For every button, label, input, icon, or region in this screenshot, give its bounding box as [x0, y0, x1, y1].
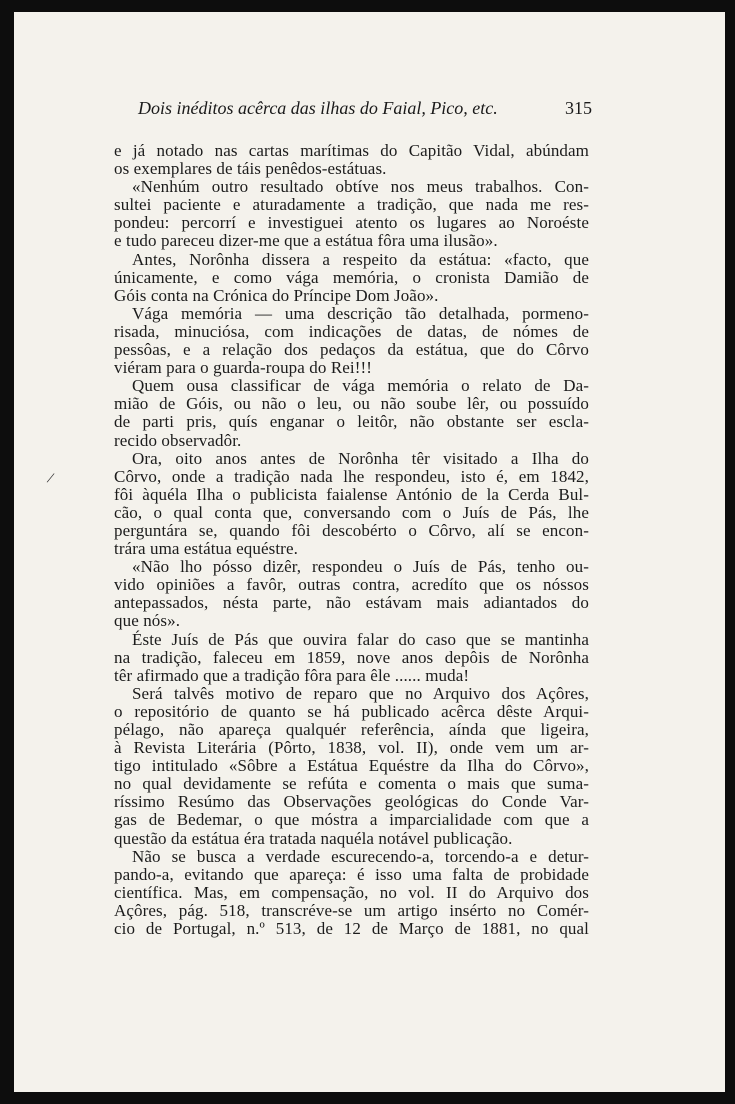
text-line: vido opiniões a favôr, outras contra, acredíto que os nóssos: [114, 575, 589, 595]
text-line: pélago, não apareça qualquér referência, aínda que ligeira,: [114, 720, 589, 739]
text-line: Não se busca a verdade escurecendo-a, torcendo-a e detur-: [132, 846, 589, 866]
body-text: [114, 142, 589, 938]
text-line: à Revista Literária (Pôrto, 1838, vol. II), onde vem um ar-: [114, 738, 589, 758]
running-header: [138, 98, 592, 128]
text-line: Côrvo, onde a tradição nada lhe respondeu, isto é, em 1842,: [114, 466, 589, 486]
book-page: [14, 12, 725, 1092]
text-line: Será talvês motivo de reparo que no Arquivo dos Açôres,: [132, 683, 589, 703]
text-line: o repositório de quanto se há publicado acêrca dêste Arqui-: [114, 701, 589, 721]
text-line: Éste Juís de Pás que ouvira falar do caso que se mantinha: [132, 629, 589, 649]
text-line: trára uma estátua equéstre.: [114, 539, 298, 559]
text-line: têr afirmado que a tradição fôra para êle ...... muda!: [114, 665, 470, 685]
text-line: de parti pris, quís enganar o leitôr, não obstante ser escla-: [114, 412, 589, 432]
text-line: antepassados, nésta parte, não estávam mais adiantados do: [114, 593, 589, 613]
text-line: perguntára se, quando fôi descobérto o Côrvo, alí se encon-: [114, 520, 589, 540]
text-line: Quem ousa classificar de vága memória o relato de Da-: [132, 376, 589, 396]
text-line: Ora, oito anos antes de Norônha têr visitado a Ilha do: [132, 448, 589, 468]
text-line: Açôres, pág. 518, transcréve-se um artigo insérto no Comér-: [114, 900, 589, 920]
text-line: questão da estátua éra tratada naquéla notável publicação.: [114, 828, 513, 848]
text-line: gas de Bedemar, o que móstra a imparcialidade com que a: [114, 810, 589, 830]
page-number: 315: [565, 98, 592, 118]
text-line: Antes, Norônha dissera a respeito da estátua: «facto, que: [132, 249, 589, 269]
text-line: e tudo pareceu dizer-me que a estátua fôra uma ilusão».: [114, 231, 498, 251]
text-line: pondeu: percorrí e investiguei atento os lugares ao Noroéste: [114, 213, 589, 233]
text-line: na tradição, faleceu em 1859, nove anos depôis de Norônha: [114, 647, 589, 667]
text-line: Góis conta na Crónica do Príncipe Dom João».: [114, 285, 439, 305]
text-line: pessôas, e a relação dos pedaços da estátua, que do Côrvo: [114, 340, 589, 360]
text-line: risada, minuciósa, com indicações de datas, de nómes de: [114, 321, 589, 341]
text-line: os exemplares de táis penêdos-estátuas.: [114, 159, 387, 179]
text-line: recido observadôr.: [114, 430, 242, 450]
text-line: cão, o qual conta que, conversando com o Juís de Pás, lhe: [114, 502, 589, 522]
text-line: «Nenhúm outro resultado obtíve nos meus trabalhos. Con-: [132, 177, 589, 197]
text-line: «Não lho pósso dizêr, respondeu o Juís de Pás, tenho ou-: [132, 557, 589, 577]
text-line: únicamente, e como vága memória, o cronista Damião de: [114, 267, 589, 287]
text-line: ríssimo Resúmo das Observações geológicas do Conde Var-: [114, 792, 589, 812]
text-line: cio de Portugal, n.º 513, de 12 de Março de 1881, no qual: [114, 919, 589, 939]
running-title: Dois inéditos acêrca das ilhas do Faial, Pico, etc.: [138, 98, 498, 118]
margin-pencil-mark: /: [45, 469, 56, 488]
text-line: viéram para o guarda-roupa do Rei!!!: [114, 358, 373, 378]
text-line: científica. Mas, em compensação, no vol. II do Arquivo dos: [114, 882, 589, 902]
text-line: no qual devidamente se refúta e comenta o mais que suma-: [114, 774, 589, 794]
text-line: sultei paciente e aturadamente a tradição, que nada me res-: [114, 195, 589, 215]
text-line: mião de Góis, ou não o leu, ou não soube lêr, ou possuído: [114, 394, 589, 414]
text-line: e já notado nas cartas marítimas do Capitão Vidal, abúndam: [114, 141, 589, 160]
text-line: fôi àquéla Ilha o publicista faialense António de la Cerda Bul-: [114, 484, 589, 504]
text-line: Vága memória — uma descrição tão detalhada, pormeno-: [132, 303, 589, 323]
text-line: tigo intitulado «Sôbre a Estátua Equéstre da Ilha do Côrvo»,: [114, 756, 589, 776]
text-line: pando-a, evitando que apareça: é isso uma falta de probidade: [114, 864, 589, 884]
text-line: que nós».: [114, 611, 181, 631]
